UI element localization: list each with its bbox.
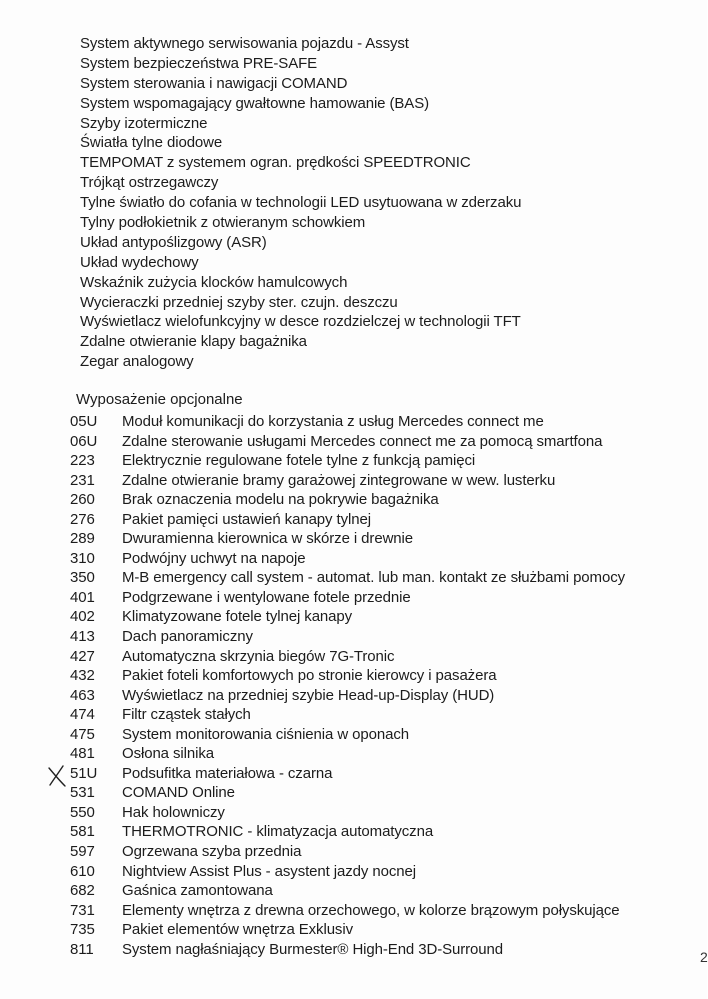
option-code: 05U (70, 413, 98, 430)
option-description: Zdalne sterowanie usługami Mercedes connect me za pomocą smartfona (122, 432, 603, 450)
optional-equipment-row (70, 647, 625, 667)
option-code: 682 (70, 882, 95, 900)
option-code: 481 (70, 745, 95, 763)
option-code: 474 (70, 706, 95, 724)
option-description: Nightview Assist Plus - asystent jazdy nocnej (122, 862, 416, 880)
option-code: 463 (70, 686, 95, 704)
option-description: Pakiet foteli komfortowych po stronie kierowcy i pasażera (122, 667, 497, 685)
optional-equipment-row (70, 529, 625, 549)
option-description: Dwuramienna kierownica w skórze i drewnie (122, 530, 414, 548)
option-description: Pakiet elementów wnętrza Exklusiv (122, 921, 353, 939)
standard-equipment-item: Układ wydechowy (80, 253, 199, 271)
option-description: Elektrycznie regulowane fotele tylne z funkcją pamięci (122, 452, 476, 470)
option-description: Filtr cząstek stałych (122, 706, 251, 724)
optional-equipment-row (70, 490, 625, 510)
optional-equipment-row (70, 842, 625, 862)
optional-equipment-row (70, 920, 625, 940)
option-code: 427 (70, 647, 95, 665)
standard-equipment-item: Trójkąt ostrzegawczy (80, 174, 219, 192)
option-description: Podgrzewane i wentylowane fotele przednie (122, 588, 411, 606)
option-code: 531 (70, 784, 95, 802)
option-code: 735 (70, 921, 95, 939)
optional-equipment-row (70, 549, 625, 569)
page-number: 2 (700, 949, 708, 965)
optional-equipment-row (70, 471, 625, 491)
optional-equipment-row (70, 451, 625, 471)
optional-equipment-row (70, 783, 625, 803)
option-description: Klimatyzowane fotele tylnej kanapy (122, 608, 353, 626)
option-description: Wyświetlacz na przedniej szybie Head-up-Display (HUD) (122, 686, 495, 704)
standard-equipment-item: System wspomagający gwałtowne hamowanie (BAS) (80, 94, 429, 112)
optional-equipment-row (70, 510, 625, 530)
option-description: M-B emergency call system - automat. lub man. kontakt ze służbami pomocy (122, 569, 625, 587)
standard-equipment-item: Światła tylne diodowe (80, 134, 223, 152)
optional-equipment-row (70, 901, 625, 921)
option-code: 310 (70, 549, 95, 567)
option-code: 350 (70, 569, 95, 587)
option-code: 731 (70, 901, 95, 919)
option-description: THERMOTRONIC - klimatyzacja automatyczna (122, 823, 434, 841)
optional-equipment-row (70, 725, 625, 745)
optional-equipment-row (70, 862, 625, 882)
optional-equipment-row (70, 666, 625, 686)
optional-equipment-row (70, 627, 625, 647)
standard-equipment-item: Zegar analogowy (80, 353, 194, 371)
option-description: Gaśnica zamontowana (122, 882, 273, 900)
standard-equipment-item: Wyświetlacz wielofunkcyjny w desce rozdzielczej w technologii TFT (80, 313, 521, 331)
optional-equipment-row (70, 940, 625, 960)
option-description: System nagłaśniający Burmester® High-End 3D-Surround (122, 940, 504, 958)
option-description: Pakiet pamięci ustawień kanapy tylnej (122, 510, 371, 528)
optional-equipment-row (70, 432, 625, 452)
option-code: 597 (70, 843, 95, 861)
option-code: 51U (70, 764, 98, 782)
optional-equipment-row (70, 744, 625, 764)
standard-equipment-item: Tylne światło do cofania w technologii LED usytuowana w zderzaku (80, 194, 522, 212)
option-code: 276 (70, 510, 95, 528)
option-description: Automatyczna skrzynia biegów 7G-Tronic (122, 647, 395, 665)
option-code: 401 (70, 588, 95, 606)
option-code: 610 (70, 862, 95, 880)
option-code: 432 (70, 667, 95, 685)
optional-equipment-row (70, 764, 625, 784)
optional-equipment-row (70, 822, 625, 842)
optional-equipment-row (70, 412, 625, 432)
option-description: Hak holowniczy (122, 803, 225, 821)
optional-equipment-row (70, 705, 625, 725)
standard-equipment-item: System aktywnego serwisowania pojazdu - Assyst (80, 35, 409, 52)
option-code: 475 (70, 725, 95, 743)
standard-equipment-item: System bezpieczeństwa PRE-SAFE (80, 54, 318, 72)
optional-equipment-heading: Wyposażenie opcjonalne (76, 391, 243, 408)
option-description: COMAND Online (122, 784, 235, 802)
optional-equipment-row (70, 607, 625, 627)
option-description: Ogrzewana szyba przednia (122, 843, 302, 861)
option-code: 550 (70, 803, 95, 821)
option-description: Podsufitka materiałowa - czarna (122, 764, 333, 782)
standard-equipment-item: System sterowania i nawigacji COMAND (80, 74, 348, 92)
standard-equipment-item: Szyby izotermiczne (80, 114, 208, 132)
option-description: Brak oznaczenia modelu na pokrywie bagażnika (122, 491, 439, 509)
standard-equipment-item: Zdalne otwieranie klapy bagażnika (80, 333, 307, 351)
option-description: Osłona silnika (122, 745, 214, 763)
standard-equipment-item: TEMPOMAT z systemem ogran. prędkości SPEEDTRONIC (80, 154, 471, 172)
option-code: 223 (70, 452, 95, 470)
option-description: System monitorowania ciśnienia w oponach (122, 725, 409, 743)
option-code: 811 (70, 940, 94, 958)
optional-equipment-row (70, 588, 625, 608)
option-code: 260 (70, 491, 95, 509)
option-code: 402 (70, 608, 95, 626)
option-code: 289 (70, 530, 95, 548)
standard-equipment-item: Wycieraczki przedniej szyby ster. czujn. deszczu (80, 293, 398, 311)
option-description: Zdalne otwieranie bramy garażowej zintegrowane w wew. lusterku (122, 471, 556, 489)
optional-equipment-row (70, 568, 625, 588)
option-code: 413 (70, 628, 95, 646)
option-code: 581 (70, 823, 95, 841)
standard-equipment-item: Układ antypoślizgowy (ASR) (80, 233, 267, 251)
standard-equipment-item: Tylny podłokietnik z otwieranym schowkiem (80, 214, 366, 232)
option-description: Podwójny uchwyt na napoje (122, 549, 306, 567)
optional-equipment-row (70, 686, 625, 706)
option-code: 231 (70, 471, 95, 489)
option-description: Dach panoramiczny (122, 628, 253, 646)
optional-equipment-row (70, 881, 625, 901)
standard-equipment-item: Wskaźnik zużycia klocków hamulcowych (80, 273, 348, 291)
option-description: Moduł komunikacji do korzystania z usług Mercedes connect me (122, 413, 544, 430)
option-description: Elementy wnętrza z drewna orzechowego, w kolorze brązowym połyskujące (122, 901, 620, 919)
handwritten-x-mark-icon (46, 764, 68, 788)
optional-equipment-row (70, 803, 625, 823)
option-code: 06U (70, 432, 98, 450)
standard-equipment-list (80, 34, 521, 372)
optional-equipment-list (70, 412, 625, 959)
